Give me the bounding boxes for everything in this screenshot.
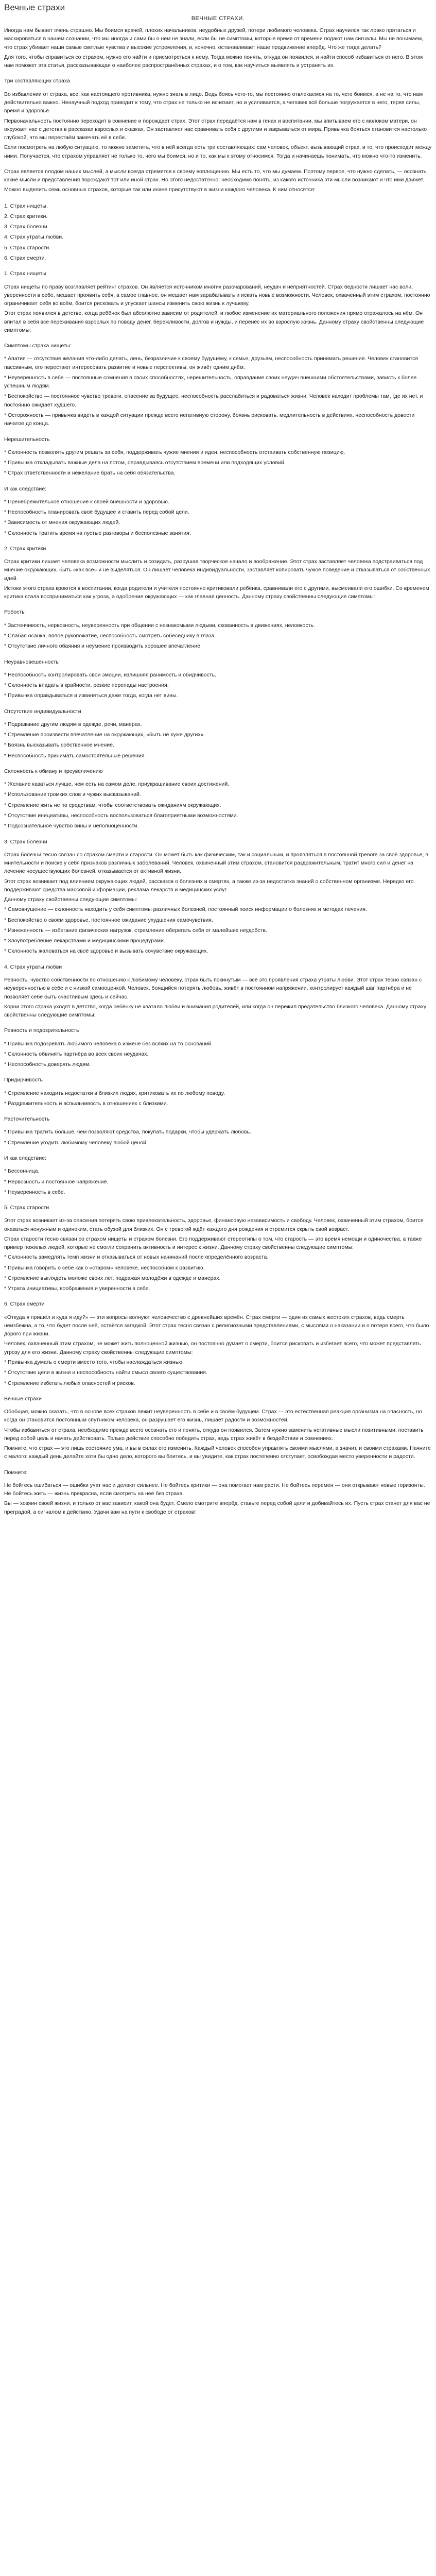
symptom-item: * Осторожность — привычка видеть в каждой ситуации прежде всего негативную сторону, боязнь рисковать, медлительность в действиях, неспособность довести начатое до конца. [4,412,415,427]
symptom-item: * Стремление жить не по средствам, чтобы соответствовать ожиданиям окружающих. [4,802,221,808]
paragraph: Истоки этого страха кроются в воспитании, когда родители и учителя постоянно критиковали ребёнка, сравнивали его с другими, высмеивали его ошибки. Со временем критика стала восприниматься как угроза, а одобрение окружающих — как главная ценность. Данному страху свойственны следующие симптомы: [4,585,429,600]
symptom-item: * Раздражительность и вспыльчивость в отношениях с близкими. [4,1100,168,1107]
poverty-symptoms-section [4,342,432,428]
paragraph: Страх болезни тесно связан со страхом смерти и старости. Он может быть как физическим, так и социальным, и проявляться в постоянной тревоге за своё здоровье, в мнительности и поиске у себя признаков различных заболеваний. Человек, охваченный этим страхом, становится раздражительным, тратит много сил и денег на лечение несуществующих болезней, отказывается от активной жизни. [4,851,428,875]
symptom-item: * Склонность жаловаться на своё здоровье и вызывать сочувствие окружающих. [4,948,208,955]
consequence-item: * Бессонница. [4,1168,40,1175]
fear-criticism-section [4,545,432,601]
symptom-item: * Боязнь высказывать собственное мнение. [4,742,114,749]
fear-illness-section [4,838,432,956]
page-title: Вечные страхи [4,3,65,12]
section-title: 2. Страх критики [4,545,46,552]
symptom-item: * Стремление находить недостатки в близких людях, критиковать их по любому поводу. [4,1090,225,1096]
symptom-item: * Использование громких слов и чужих высказываний. [4,791,141,798]
fault-finding-section [4,1076,432,1108]
indecision-section [4,435,432,478]
paragraph: Не бойтесь ошибаться — ошибки учат нас и делают сильнее. Не бойтесь критики — она помогает нам расти. Не бойтесь перемен — они открывают новые горизонты. Не бойтесь жить — жизнь прекрасна, если смотреть на неё без страха. [4,1482,425,1497]
fear-poverty-section [4,269,432,334]
section-title: Три составляющих страха [4,78,70,84]
symptom-item: * Подсознательное чувство вины и неполноценности. [4,823,139,829]
fear-list-item: 5. Страх старости. [4,244,51,251]
consequence-item: * Нервозность и постоянное напряжение. [4,1178,109,1185]
paragraph: Страх критики лишает человека возможности мыслить и созидать, разрушая творческое начало и воображение. Этот страх заставляет человека подстраиваться под мнение окружающих, быть «как все» и не выделяться. Он лишает человека индивидуальности, заставляет копировать чужое поведение и отказываться от собственных идей. [4,558,430,582]
paragraph: Вы — хозяин своей жизни, и только от вас зависит, какой она будет. Смело смотрите вперёд, ставьте перед собой цели и добивайтесь их. Пусть страх станет для вас не преградой, а сигналом к действию. Удачи вам на пути к свободе от страхов! [4,1500,430,1515]
fear-list-item: 6. Страх смерти. [4,255,46,261]
fear-list-item: 3. Страх болезни. [4,224,49,230]
fear-list-item: 4. Страх утраты любви. [4,234,64,241]
paragraph: Обобщая, можно сказать, что в основе всех страхов лежит неуверенность в себе и в своём будущем. Страх — это естественная реакция организма на опасность, но когда он становится постоянным спутником человека, он разрушает его жизнь, лишает радости и возможностей. [4,1409,422,1423]
consequence-item: * Склонность тратить время на пустые разговоры и бесполезные занятия. [4,530,191,536]
three-components-section [4,77,432,160]
paragraph: Страх является плодом наших мыслей, а мысли всегда стремятся к своему воплощению. Мы есть то, что мы думаем. Поэтому первое, что нужно сделать, — осознать, какие мысли и представления порождают тот или иной страх. Но этого недостаточно: необходимо понять, из какого источника эти мысли возникают и что ими движет. [4,168,428,183]
symptom-item: * Апатия — отсутствие желания что-либо делать, лень, безразличие к своему будущему, к семье, друзьям, неспособность принимать решения. Человек становится пассивным, его перестают интересовать развитие и новые перспективы, он живёт одним днём. [4,355,418,370]
symptom-item: * Склонность впадать в крайности, резкие перепады настроения. [4,682,169,689]
intro-paragraph: Для того, чтобы справиться со страхом, нужно его найти и присмотреться к нему. Тогда можно понять, откуда он появился, и найти способ избавиться от него. В этом нам поможет эта статья, рассказывающая о наиболее распространённых страхах, и о том, как научиться выявлять и устранять их. [4,54,423,69]
section-title: Робость [4,609,25,616]
paragraph: Чтобы избавиться от страха, необходимо прежде всего осознать его и понять, откуда он появился. Затем нужно заменить негативные мысли позитивными, поставить перед собой цель и начать действовать. Только действие способно победить страх, ведь страх живёт в бездействии и сомнениях. [4,1427,424,1442]
symptom-item: * Неспособность доверять людям. [4,1061,91,1068]
intro-paragraph: Иногда нам бывает очень страшно. Мы боимся врачей, плохих начальников, неудобных друзей, потери любимого человека. Страх научился так ловко прятаться и маскироваться в нашем сознании, что мы иногда и сами бы о нём не знали, если бы не симптомы, которые время от времени подают нам сигналы. Мы не понимаем, что страх убивает наши самые светлые чувства и высокие устремления, и, конечно, останавливает наше продвижение вперёд. Что же тогда делать? [4,27,424,50]
section-title: Придирчивость [4,1077,43,1083]
paragraph: Помните, что страх — это лишь состояние ума, и вы в силах его изменить. Каждый человек способен управлять своими мыслями, а значит, и своими страхами. Начните с малого: каждый день делайте хотя бы одно дело, которого вы боитесь, и вы увидите, как страх постепенно отступает, освобождая место уверенности и радости. [4,1445,431,1460]
symptom-item: * Привычка говорить о себе как о «старом» человеке, неспособном к развитию. [4,1264,205,1271]
paragraph: Корни этого страха уходят в детство, когда ребёнку не хватало любви и внимания родителей, или когда он пережил предательство близкого человека. Данному страху свойственны следующие симптомы: [4,1003,427,1019]
extravagance-section [4,767,432,831]
paragraph: Если посмотреть на любую ситуацию, то можно заметить, что в ней всегда есть три составляющих: сам человек, объект, вызывающий страх, и то, что происходит между ними. Получается, что страхом управляет не только то, чего мы боимся, но и то, как мы к этому относимся. Тогда и начинаешь понимать, что можно что-то изменить. [4,144,432,159]
symptom-item: * Привычка думать о смерти вместо того, чтобы наслаждаться жизнью. [4,1359,184,1366]
symptom-item: * Привычка тратить больше, чем позволяют средства, покупать подарки, чтобы удержать любовь. [4,1129,252,1136]
imbalance-section [4,658,432,700]
symptom-item: * Отсутствие цели в жизни и неспособность найти смысл своего существования. [4,1369,207,1376]
section-title: 5. Страх старости [4,1205,49,1211]
intro-section [4,26,432,70]
symptom-item: * Страх ответственности и нежелание брать на себя обязательства. [4,470,176,477]
symptom-item: * Неспособность принимать самостоятельные решения. [4,752,146,759]
section-title: Отсутствие индивидуальности [4,708,81,715]
paragraph: Этот страх возникает из-за опасения потерять свою привлекательность, здоровье, финансовую независимость и свободу. Человек, охваченный этим страхом, боится оказаться ненужным и одиноким, стать обузой для близких. Он с тревогой ждёт каждого дня рождения и стремится скрыть свой возраст. [4,1217,424,1232]
fear-list-item: 1. Страх нищеты. [4,202,48,209]
indecision-consequences-section [4,485,432,537]
causes-section [4,167,432,262]
consequence-item: * Неуверенность в себе. [4,1189,65,1195]
consequence-item: * Неспособность планировать своё будущее и ставить перед собой цели. [4,509,189,516]
article-heading: ВЕЧНЫЕ СТРАХИ. [191,15,245,22]
symptom-item: * Склонность позволять другим решать за себя, поддерживать чужие мнения и идеи, неспособность отстаивать собственную позицию. [4,449,345,455]
symptom-item: * Привычка откладывать важные дела на потом, оправдываясь отсутствием времени или подходящих условий. [4,460,286,466]
section-title: Вечные страхи [4,1395,42,1402]
fear-death-section [4,1300,432,1387]
paragraph: Страх старости тесно связан со страхом нищеты и страхом болезни. Его поддерживают стереотипы о том, что старость — это время немощи и одиночества, а также пример пожилых людей, которые не смогли сохранить активность и интерес к жизни. Данному страху свойственны следующие симптомы: [4,1235,422,1251]
section-title: И как следствие: [4,485,47,492]
finale-section [4,1468,432,1516]
symptom-item: * Утрата инициативы, воображения и уверенности в себе. [4,1285,150,1292]
symptom-item: * Склонность замедлять темп жизни и отказываться от новых начинаний после определённого возраста. [4,1254,269,1261]
symptom-item: * Привычка оправдываться и извиняться даже тогда, когда нет вины. [4,692,178,699]
paragraph: Первоначальность постоянно переходит в сомнение и порождает страх. Этот страх передаётся нам в генах и воспитании, мы впитываем его с молоком матери, он окружает нас с детства в рассказах взрослых и сказках. Он заставляет нас сравнивать себя с другими и закрываться от мира. Привычка бояться становится настолько глубокой, что мы перестаём замечать её в себе. [4,117,427,141]
paragraph: Страх нищеты по праву возглавляет рейтинг страхов. Он является источником многих разочарований, неудач и неприятностей. Страх бедности лишает нас воли, уверенности в себе, мешает проявить себя, а самое главное, он мешает нам зарабатывать и искать новые возможности. Человек, охваченный этим страхом, постоянно ограничивает себя во всём, боится рисковать и упускает шансы изменить свою жизнь к лучшему. [4,283,430,307]
symptom-item: * Слабая осанка, вялое рукопожатие, неспособность смотреть собеседнику в глаза. [4,633,216,639]
section-title: 3. Страх болезни [4,838,47,845]
symptom-item: * Стремление выглядеть моложе своих лет, подражая молодёжи в одежде и манерах. [4,1275,221,1281]
fear-love-section [4,963,432,1020]
symptom-item: * Неспособность контролировать свои эмоции, излишняя ранимость и обидчивость. [4,671,217,678]
paragraph: Этот страх возникает под влиянием окружающих людей, рассказов о болезнях и смертях, а также из-за недостатка знаний о собственном организме. Нередко его поддерживают средства массовой информации, реклама лекарств и медицинских услуг. [4,878,414,893]
symptom-item: * Привычка подозревать любимого человека в измене без всяких на то оснований. [4,1040,213,1047]
symptom-item: * Самовнушение — склонность находить у себя симптомы различных болезней, постоянный поиск информации о болезнях и методах лечения. [4,906,367,913]
fear-list-item: 2. Страх критики. [4,213,48,219]
symptom-item: * Подражание другим людям в одежде, речи, манерах. [4,721,142,727]
love-consequences-section [4,1154,432,1196]
paragraph: «Откуда я пришёл и куда я иду?» — эти вопросы волнуют человечество с древнейших времён. Страх смерти — один из самых жестоких страхов, ведь смерть неизбежна, а то, что будет после неё, остаётся загадкой. Этот страх тесно связан с религиозными представлениями, с мыслями о наказании и о потере всего, что было дорого при жизни. [4,1314,429,1337]
paragraph: Во избавлении от страха, все, как настоящего противника, нужно знать в лицо. Ведь боясь чего-то, мы постоянно отвлекаемся на то, чего боимся, а не на то, что нам действительно важно. Ненаучный подход приводит к тому, что страх не только не исчезает, но и усиливается, а человек всё больше погружается в него, теряя силы, время и здоровье. [4,91,423,114]
inferiority-section [4,707,432,760]
symptom-item: * Отсутствие личного обаяния и неумение производить хорошее впечатление. [4,643,202,650]
section-title: 1. Страх нищеты [4,270,46,277]
symptom-item: * Беспокойство о своём здоровье, постоянное ожидание ухудшения самочувствия. [4,917,213,923]
symptom-item: * Изнеженность — избегание физических нагрузок, стремление оберегать себя от малейших неудобств. [4,927,267,934]
section-title: Неуравновешенность [4,658,59,665]
section-title: Симптомы страха нищеты: [4,343,72,349]
consequence-item: * Пренебрежительное отношение к своей внешности и здоровью. [4,498,169,505]
section-title: Склонность к обману и преувеличению [4,768,103,774]
shyness-section [4,608,432,650]
paragraph: Данному страху свойственны следующие симптомы: [4,896,137,903]
symptom-item: * Стремление угодить любимому человеку любой ценой. [4,1139,148,1146]
paragraph: Этот страх появился в детстве, когда ребёнок был абсолютно зависим от родителей, и любое изменение их материального положения прямо отражалось на нём. Он впитал в себя все переживания взрослых по поводу денег, бережливости, долгов и нужды, и перенёс их во взрослую жизнь. Данному страху свойственны следующие симптомы: [4,310,424,333]
symptom-item: * Стремление произвести впечатление на окружающих, «быть не хуже других». [4,732,205,738]
wastefulness-section [4,1115,432,1147]
section-title: Нерешительность [4,436,50,443]
section-title: Ревность и подозрительность [4,1027,79,1034]
paragraph: Ревность, чувство собственности по отношению к любимому человеку, страх быть покинутым — всё это проявления страха утраты любви. Этот страх тесно связан с неуверенностью в себе и с низкой самооценкой. Человек, боящийся потерять любовь, живёт в постоянном напряжении, контролирует каждый шаг партнёра и не позволяет себе быть счастливым здесь и сейчас. [4,976,422,1000]
section-title: И как следствие: [4,1155,47,1161]
jealousy-section [4,1026,432,1069]
symptom-item: * Желание казаться лучше, чем есть на самом деле, приукрашивание своих достижений. [4,781,230,788]
conclusion-section [4,1395,432,1461]
section-title: Расточительность [4,1116,50,1123]
symptom-item: * Застенчивость, нервозность, неуверенность при общении с незнакомыми людьми, скованность в движениях, неловкость. [4,622,315,629]
section-title: 6. Страх смерти [4,1301,45,1308]
consequence-item: * Зависимость от мнения окружающих людей. [4,519,120,526]
paragraph: Можно выделить семь основных страхов, которые так или иначе присутствуют в жизни каждого человека. К ним относятся: [4,187,316,193]
symptom-item: * Отсутствие инициативы, неспособность воспользоваться благоприятными возможностями. [4,812,238,819]
paragraph: Человек, охваченный этим страхом, не может жить полноценной жизнью, он постоянно думает о смерти, боится рисковать и избегает всего, что может представлять угрозу для его жизни. Данному страху свойственны следующие симптомы: [4,1341,421,1355]
section-title: Помните: [4,1469,28,1476]
section-title: 4. Страх утраты любви [4,963,62,970]
symptom-item: * Злоупотребление лекарствами и медицинскими процедурами. [4,938,165,944]
symptom-item: * Беспокойство — постоянное чувство тревоги, опасение за будущее, неспособность расслабиться и радоваться жизни. Человек находит проблемы там, где их нет, и постоянно ожидает худшего. [4,393,423,408]
symptom-item: * Стремление избегать любых опасностей и рисков. [4,1380,135,1386]
symptom-item: * Неуверенность в себе — постоянные сомнения в своих способностях, нерешительность, оправдание своих неудач внешними обстоятельствами, зависть к более успешным людям. [4,374,417,389]
fear-old-age-section [4,1204,432,1293]
symptom-item: * Склонность обвинять партнёра во всех своих неудачах. [4,1050,149,1057]
